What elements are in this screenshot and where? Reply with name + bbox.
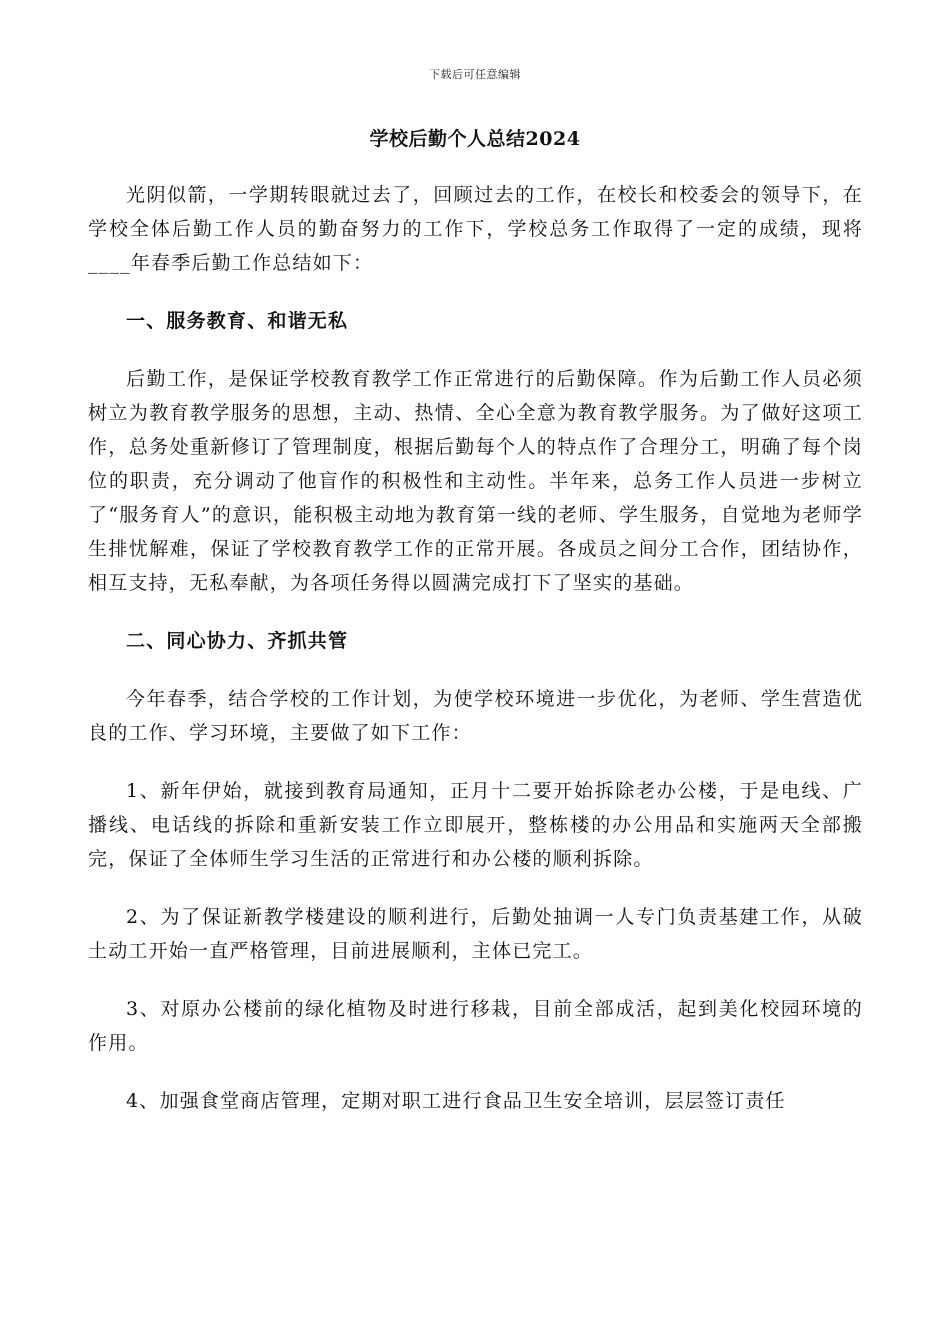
header-note: 下载后可任意编辑: [429, 68, 521, 81]
document-title: 学校后勤个人总结2024: [369, 128, 581, 150]
paragraph-section-1: 后勤工作，是保证学校教育教学工作正常进行的后勤保障。作为后勤工作人员必须树立为教育教学服务的思想，主动、热情、全心全意为教育教学服务。为了做好这项工作，总务处重新修订了管理制度，根据后勤每个人的特点作了合理分工，明确了每个岗位的职责，充分调动了他盲作的积极性和主动性。半年来，总务工作人员进一步树立了“服务育人”的意识，能积极主动地为教育第一线的老师、学生服务，自觉地为老师学生排忧解难，保证了学校教育教学工作的正常开展。各成员之间分工合作，团结协作，相互支持，无私奉献，为各项任务得以圆满完成打下了坚实的基础。: [88, 368, 863, 594]
document-body: [88, 178, 863, 1142]
section-heading-1: 一、服务教育、和谐无私: [126, 310, 349, 332]
paragraph-item-4: 4、加强食堂商店管理，定期对职工进行食品卫生安全培训，层层签订责任: [126, 1090, 786, 1112]
paragraph-item-2: 2、为了保证新教学楼建设的顺利进行，后勤处抽调一人专门负责基建工作，从破土动工开始一直严格管理，目前进展顺利，主体已完工。: [88, 906, 863, 962]
paragraph-item-3: 3、对原办公楼前的绿化植物及时进行移栽，目前全部成活，起到美化校园环境的作用。: [88, 998, 863, 1054]
section-heading-2: 二、同心协力、齐抓共管: [126, 630, 349, 652]
paragraph-intro: 光阴似箭，一学期转眼就过去了，回顾过去的工作，在校长和校委会的领导下，在学校全体后勤工作人员的勤奋努力的工作下，学校总务工作取得了一定的成绩，现将____年春季后勤工作总结如下：: [88, 184, 863, 274]
paragraph-item-1: 1、新年伊始，就接到教育局通知，正月十二要开始拆除老办公楼，于是电线、广播线、电话线的拆除和重新安装工作立即展开，整栋楼的办公用品和实施两天全部搬完，保证了全体师生学习生活的正常进行和办公楼的顺利拆除。: [88, 780, 863, 870]
paragraph-section-2-intro: 今年春季，结合学校的工作计划，为使学校环境进一步优化，为老师、学生营造优良的工作、学习环境，主要做了如下工作：: [88, 688, 863, 744]
